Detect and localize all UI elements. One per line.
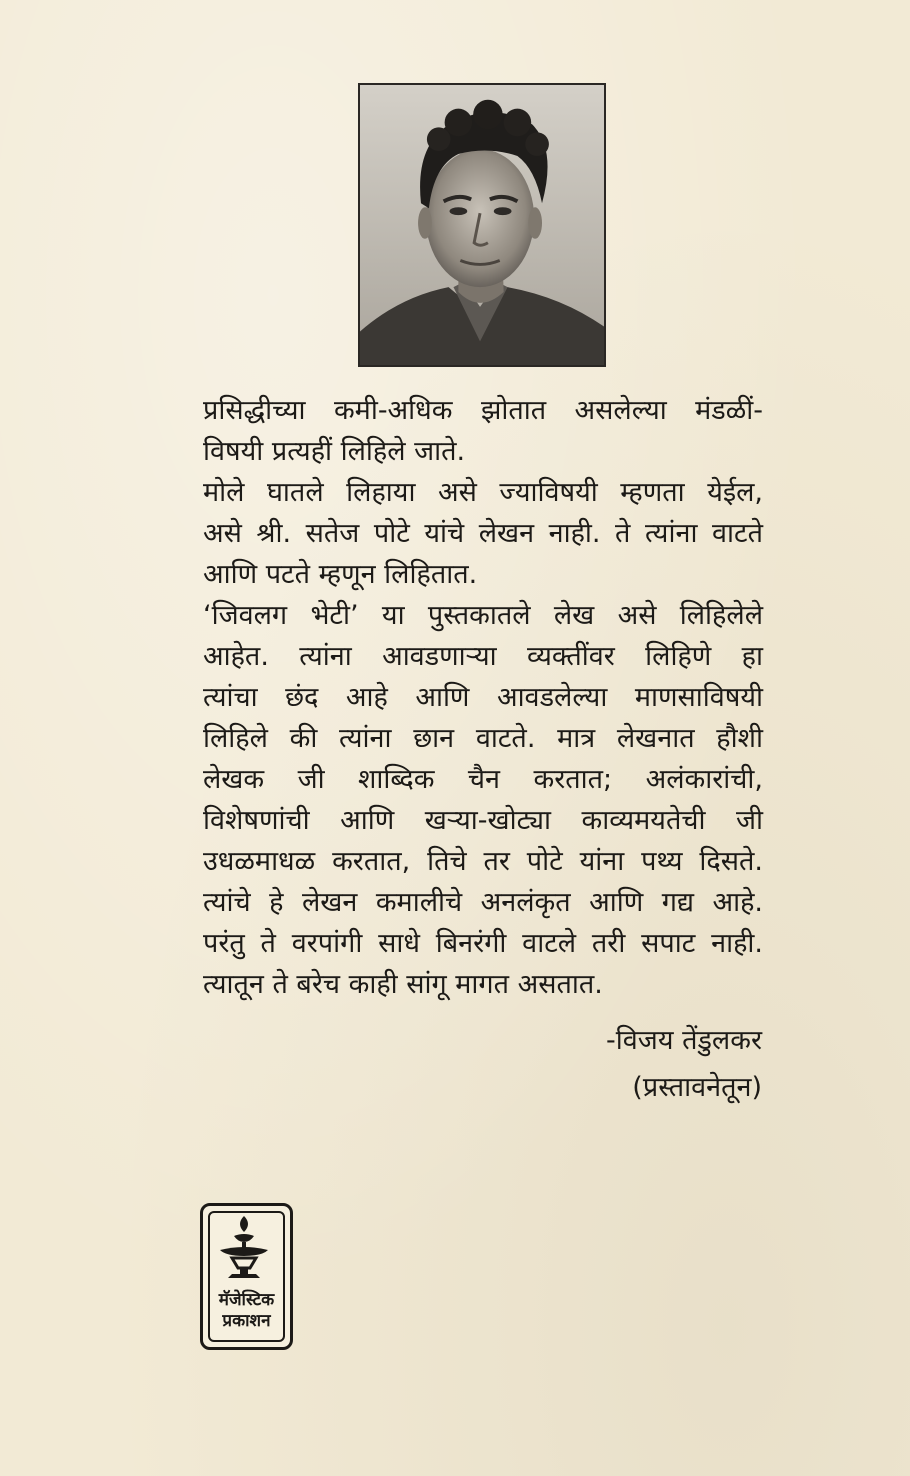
author-photo <box>358 83 606 367</box>
blurb-line: मोले घातले लिहाया असे ज्याविषयी म्हणता येईल, <box>203 477 763 508</box>
blurb-line: आहेत. त्यांना आवडणाऱ्या व्यक्तींवर लिहिणे हा <box>203 641 763 672</box>
blurb-line: लेखक जी शाब्दिक चैन करतात; अलंकारांची, <box>203 764 763 795</box>
blurb-line: विशेषणांची आणि खऱ्या-खोट्या काव्यमयतेची जी <box>203 805 763 836</box>
publisher-name-line1: मॅजेस्टिक <box>218 1290 275 1310</box>
quote-author: -विजय तेंडुलकर <box>606 1025 762 1056</box>
blurb-line: विषयी प्रत्यहीं लिहिले जाते. <box>203 436 466 467</box>
publisher-logo <box>200 1203 293 1350</box>
blurb-line: प्रसिद्धीच्या कमी-अधिक झोतात असलेल्या मंडळीं- <box>203 395 763 426</box>
blurb-line: उधळमाधळ करतात, तिचे तर पोटे यांना पथ्य दिसते. <box>203 846 763 877</box>
blurb-line: परंतु ते वरपांगी साधे बिनरंगी वाटले तरी सपाट नाही. <box>203 928 763 959</box>
back-cover-blurb <box>203 390 763 1005</box>
blurb-line: त्यांचा छंद आहे आणि आवडलेल्या माणसाविषयी <box>203 682 763 713</box>
blurb-line: त्यातून ते बरेच काही सांगू मागत असतात. <box>203 969 603 1000</box>
blurb-line: त्यांचे हे लेखन कमालीचे अनलंकृत आणि गद्य आहे. <box>203 887 763 918</box>
publisher-name-line2: प्रकाशन <box>222 1311 271 1331</box>
quote-source: (प्रस्तावनेतून) <box>632 1072 762 1103</box>
blurb-line: असे श्री. सतेज पोटे यांचे लेखन नाही. ते त्यांना वाटते <box>203 518 763 549</box>
blurb-line: आणि पटते म्हणून लिहितात. <box>203 559 478 590</box>
lamp-icon <box>216 1214 272 1282</box>
blurb-line: ‘जिवलग भेटी’ या पुस्तकातले लेख असे लिहिलेले <box>203 600 763 631</box>
blurb-line: लिहिले की त्यांना छान वाटते. मात्र लेखनात हौशी <box>203 723 763 754</box>
